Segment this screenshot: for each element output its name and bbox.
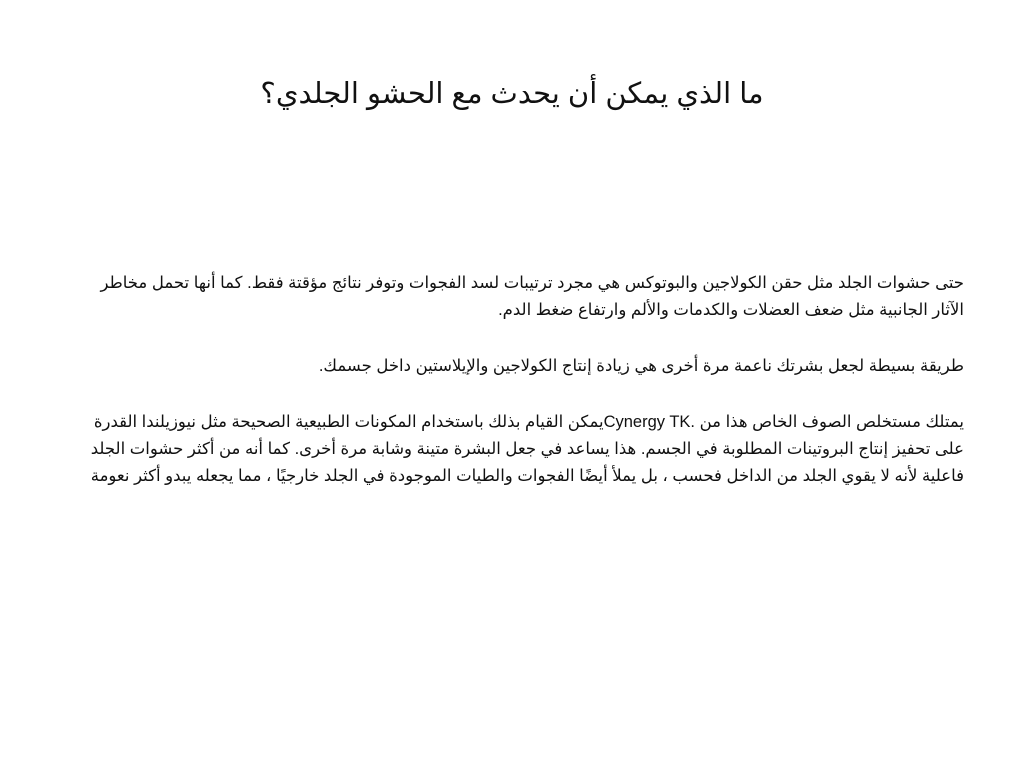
- slide-body: [76, 270, 964, 519]
- paragraph-1: حتى حشوات الجلد مثل حقن الكولاجين والبوتوكس هي مجرد ترتيبات لسد الفجوات وتوفر نتائج مؤقتة فقط. كما أنها تحمل مخاطر الآثار الجانبية مثل ضعف العضلات والكدمات والألم وارتفاع ضغط الدم.: [100, 274, 964, 319]
- paragraph-3-rest: يمكن القيام بذلك باستخدام المكونات الطبيعية الصحيحة مثل نيوزيلندا القدرة على تحفيز إنتاج البروتينات المطلوبة في الجسم. هذا يساعد في جعل البشرة متينة وشابة مرة أخرى. كما أنه من أكثر حشوات الجلد فاعلية لأنه لا يقوي الجلد من الداخل فحسب ، بل يملأ أيضًا الفجوات والطيات الموجودة في الجلد خارجيًا ، مما يجعله يبدو أكثر نعومة: [90, 413, 964, 485]
- brand-name: Cynergy TK.: [603, 413, 695, 431]
- slide-title: ما الذي يمكن أن يحدث مع الحشو الجلدي؟: [260, 78, 764, 110]
- paragraph-2: طريقة بسيطة لجعل بشرتك ناعمة مرة أخرى هي زيادة إنتاج الكولاجين والإيلاستين داخل جسمك.: [318, 357, 964, 375]
- paragraph-3: [76, 409, 964, 490]
- paragraph-3-intro: يمتلك مستخلص الصوف الخاص هذا من: [699, 413, 964, 431]
